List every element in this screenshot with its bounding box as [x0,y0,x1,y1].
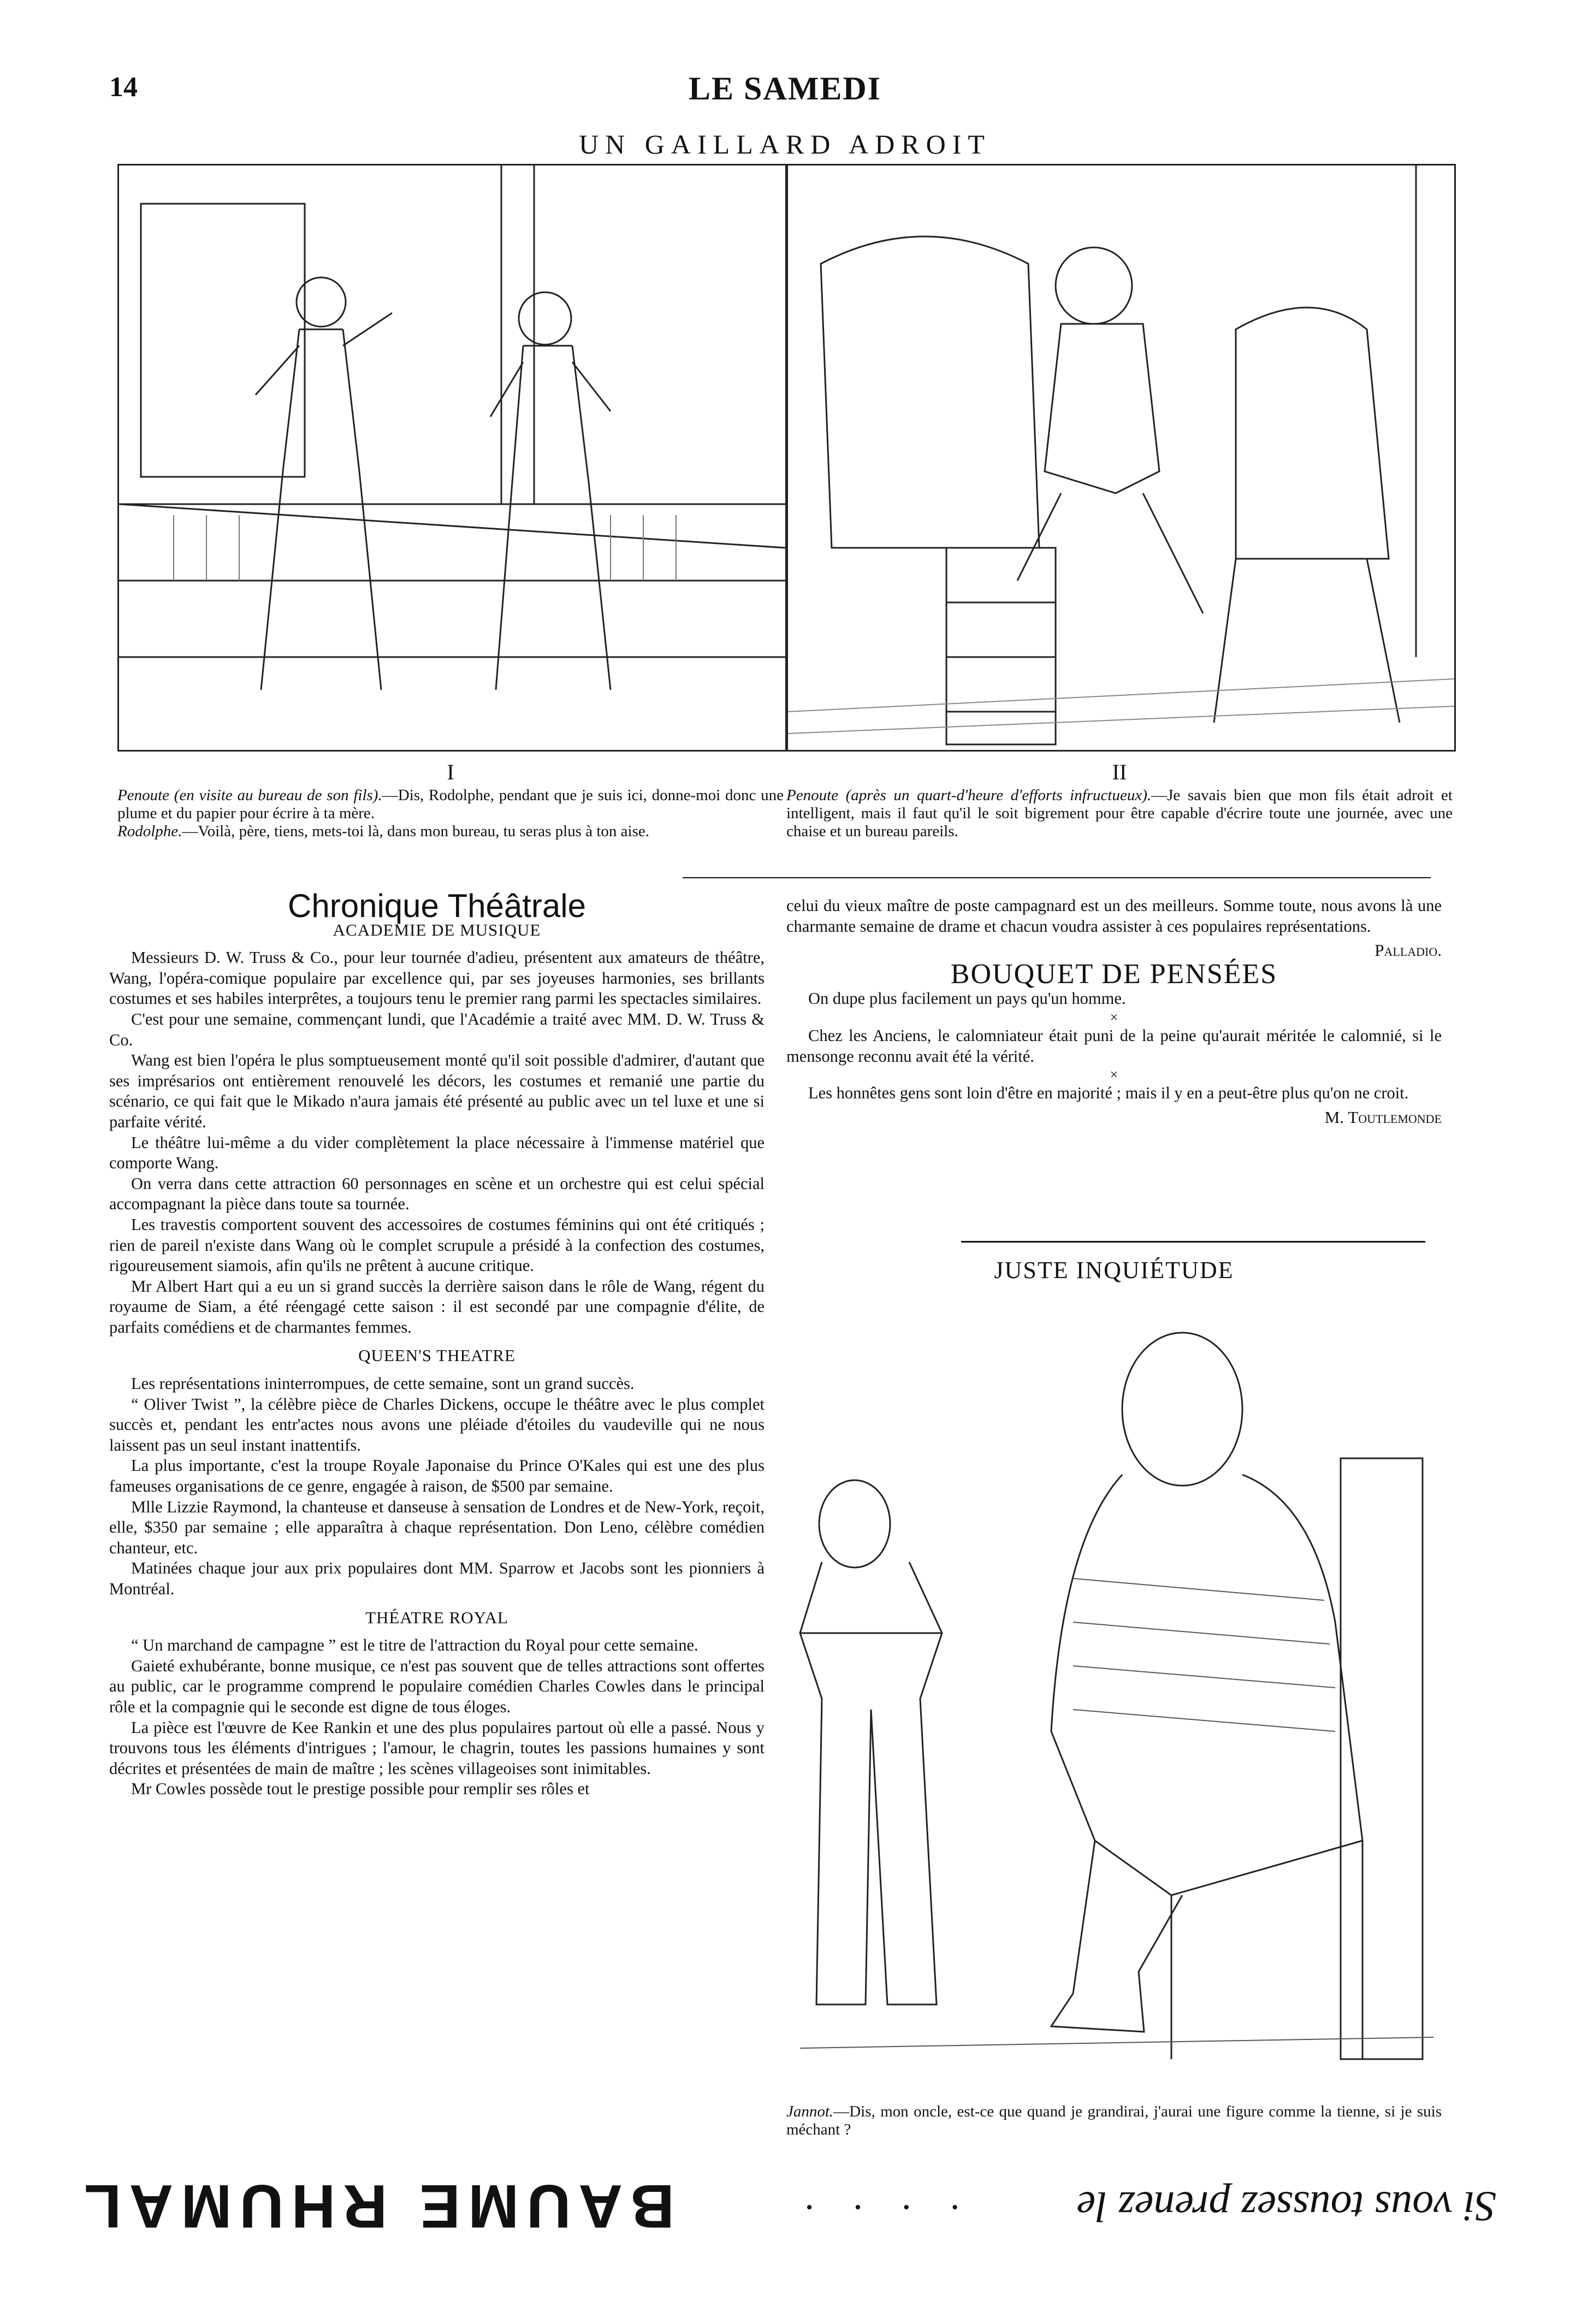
panel-2-text: —Je savais bien que mon fils était adroit et intelligent, mais il faut qu'il le soit bigrement pour être capable d'écrire toute une journée, avec une chaise et un bureau pareils. [786,787,1453,840]
academie-paragraph: Mr Albert Hart qui a eu un si grand succès la derrière saison dans le rôle de Wang, régent du royaume de Siam, a été réengagé cette saison : il est secondé par une compagnie d'élite, de parfaits comédiens et de charmantes femmes. [109,1276,765,1337]
cartoon-panel-1-illustration [117,164,787,752]
page-number: 14 [109,72,138,103]
royal-paragraph: Gaieté exhubérante, bonne musique, ce n'est pas souvent que de telles attractions sont offertes au public, car le programme comprend le populaire comédien Charles Cowles dans le principal rôle et la compagnie qui le seconde est digne de tous éloges. [109,1656,765,1716]
juste-speaker: Jannot. [786,2103,834,2120]
chronique-signature: Palladio. [1375,941,1442,960]
queens-paragraph: Mlle Lizzie Raymond, la chanteuse et danseuse à sensation de Londres et de New-York, reçoit, elle, $350 par semaine ; elle apparaîtra à chaque représentation. Don Leno, célèbre comédien chanteur, etc. [109,1497,765,1557]
academie-heading: ACADEMIE DE MUSIQUE [333,920,541,939]
bouquet-separator: × [1110,1067,1118,1083]
royal-heading: THÉATRE ROYAL [365,1607,508,1627]
royal-paragraph: La pièce est l'œuvre de Kee Rankin et une des plus populaires partout où elle a passé. Nous y trouvons tous les éléments d'intrigues ; l'amour, le chagrin, toutes les passions humaines y sont décrites et présentées de main de maître ; les scènes villageoises sont inimitables. [109,1718,765,1778]
footer-brand: BAUME RHUMAL [76,2172,675,2241]
panel-1-text: —Dis, Rodolphe, pendant que je suis ici, donne-moi donc une plume et du papier pour écrire à ta mère. [117,787,784,822]
panel-2-number: II [1112,760,1127,784]
footer-slogan: Si vous toussez prenez le [1076,2183,1496,2231]
bouquet-signature: M. Toutlemonde [1324,1107,1442,1127]
queens-paragraph: “ Oliver Twist ”, la célèbre pièce de Charles Dickens, occupe le théâtre avec le plus complet succès et, pendant les entr'actes nous avons une pléiade d'étoiles du vaudeville qui ne nous laissent pas un seul instant inattentifs. [109,1394,765,1454]
academie-paragraph: Messieurs D. W. Truss & Co., pour leur tournée d'adieu, présentent aux amateurs de théâtre, Wang, l'opéra-comique populaire par excellence qui, par ses joyeuses harmonies, ses brillants costumes et ses habiles interprêtes, a toujours tenu le premier rang parmi les spectacles similaires. [109,948,765,1008]
academie-paragraph: Wang est bien l'opéra le plus somptueusement monté qu'il soit possible d'admirer, d'autant que ses imprésarios ont entièrement renouvelé les décors, les costumes et remanié une partie du scénario, ce qui fait que le Mikado n'aura jamais été présenté au public avec un tel luxe et une si parfaite vérité. [109,1051,765,1131]
academie-paragraph: Le théâtre lui-même a du vider complètement la place nécessaire à l'immense matériel que comporte Wang. [109,1133,765,1173]
bouquet-thought: On dupe plus facilement un pays qu'un homme. [808,989,1126,1008]
bouquet-title: BOUQUET DE PENSÉES [950,958,1278,990]
juste-text: —Dis, mon oncle, est-ce que quand je grandirai, j'aurai une figure comme la tienne, si je suis méchant ? [786,2103,1442,2138]
panel-2-caption [786,787,1453,841]
panel-1-reply-text: —Voilà, père, tiens, mets-toi là, dans mon bureau, tu seras plus à ton aise. [182,823,649,840]
juste-caption [786,2103,1442,2139]
chronique-continuation: celui du vieux maître de poste campagnard est un des meilleurs. Somme toute, nous avons là une charmante semaine de drame et chacun voudra assister à ces populaires représentations. [786,896,1442,936]
academie-paragraph: Les travestis comportent souvent des accessoires de costumes féminins qui ont été critiqués ; rien de pareil n'existe dans Wang où le complet scrupule a présidé à la confection des costumes, rigoureusement siamois, afin qu'ils ne prêtent à aucune critique. [109,1215,765,1275]
section-rule [961,1241,1425,1243]
chronique-title: Chronique Théâtrale [288,888,586,924]
right-column [786,896,1442,1131]
panel-2-speaker: Penoute (après un quart-d'heure d'efforts infructueux). [786,787,1152,804]
queens-paragraph: La plus importante, c'est la troupe Royale Japonaise du Prince O'Kales qui est une des plus fameuses organisations de ce genre, engagée à raison, de $500 par semaine. [109,1456,765,1496]
queens-paragraph: Les représentations ininterrompues, de cette semaine, sont un grand succès. [131,1374,635,1393]
cartoon-panel-2-illustration [786,164,1456,752]
royal-paragraph: Mr Cowles possède tout le prestige possible pour remplir ses rôles et [131,1779,590,1799]
juste-title: JUSTE INQUIÉTUDE [994,1257,1234,1284]
academie-paragraph: C'est pour une semaine, commençant lundi, que l'Académie a traité avec MM. D. W. Truss & Co. [109,1009,765,1049]
royal-paragraph: “ Un marchand de campagne ” est le titre de l'attraction du Royal pour cette semaine. [131,1636,698,1655]
juste-illustration [789,1294,1444,2092]
queens-paragraph: Matinées chaque jour aux prix populaires dont MM. Sparrow et Jacobs sont les pionniers à Montréal. [109,1559,765,1598]
panel-1-reply-speaker: Rodolphe. [117,823,182,840]
bouquet-thought: Les honnêtes gens sont loin d'être en majorité ; mais il y en a peut-être plus qu'on ne croit. [808,1084,1409,1103]
cartoon-title: UN GAILLARD ADROIT [579,129,991,159]
chronique-column [109,888,765,1800]
panel-1-number: I [447,760,454,784]
bouquet-separator: × [1110,1009,1118,1025]
caption-rule [683,877,1431,878]
academie-paragraph: On verra dans cette attraction 60 personnages en scène et un orchestre qui est celui spécial accompagnant la pièce dans toute sa tournée. [109,1174,765,1214]
panel-1-speaker: Penoute (en visite au bureau de son fils). [117,787,382,804]
queens-heading: QUEEN'S THEATRE [358,1346,516,1365]
bouquet-thought: Chez les Anciens, le calomniateur était puni de la peine qu'aurait méritée le calomnié, si le mensonge reconnu avait été la vérité. [786,1026,1442,1066]
footer-advertisement [76,2171,1496,2242]
footer-dots: · · · · [790,2186,962,2228]
panel-1-caption [117,787,784,841]
masthead: LE SAMEDI [688,70,882,107]
